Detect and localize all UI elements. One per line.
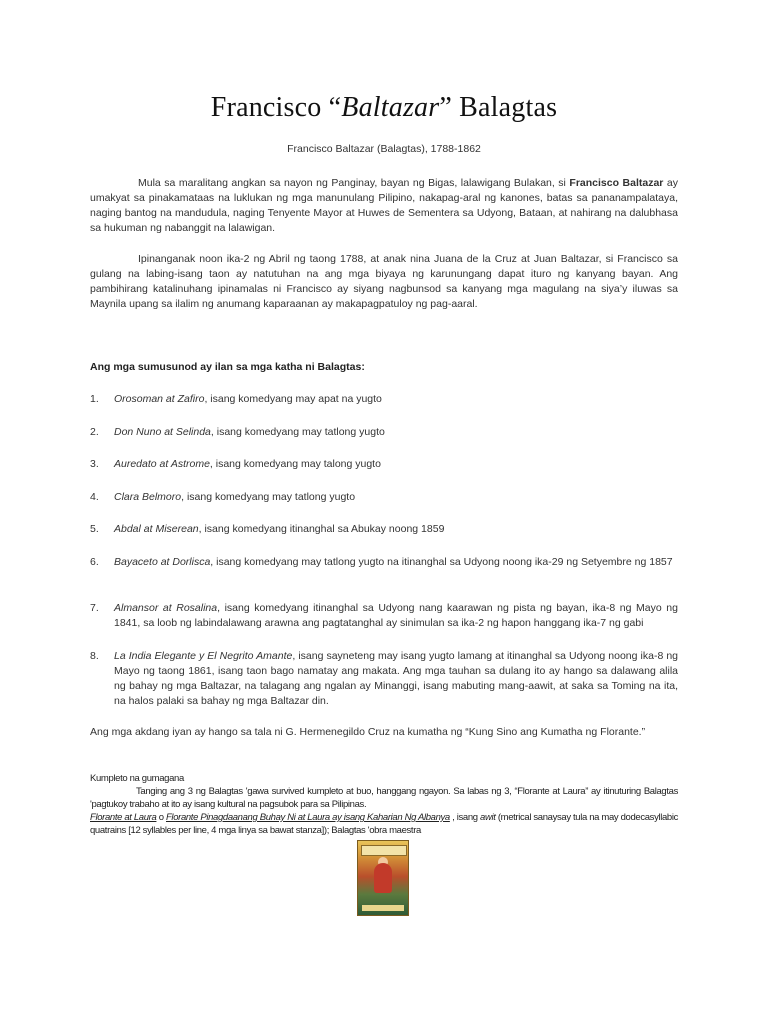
florante-link[interactable] — [90, 812, 156, 823]
work-title: Abdal at Miserean — [114, 523, 199, 535]
paragraph-intro-bold: Francisco Baltazar — [569, 177, 664, 189]
separator-text: o — [156, 812, 166, 823]
paragraph-intro-after: ay umakyat sa pinakamataas na luklukan ng mga manunulang Pilipino, nakapag-aral ng kanones, batas sa pananampalataya, naging bantog na mandudula, naging Tenyente Mayor at Huwes de Sementera sa Udyong, Bataan, at nahirang na dalubhasa sa hukuman ng nabanggit na lalawigan. — [90, 177, 678, 234]
work-title: La India Elegante y El Negrito Amante — [114, 650, 293, 662]
cover-footer-band — [362, 905, 404, 911]
surviving-paragraph: Tanging ang 3 ng Balagtas 'gawa survived kumpleto at buo, hanggang ngayon. Sa labas ng 3, “Florante at Laura” ay itinuturing Balagtas 'pagtukoy trabaho at ito ay isang kultural na pagsubok para sa Pilipinas. — [90, 786, 678, 810]
title-pre: Francisco “ — [210, 92, 342, 123]
work-desc: , isang sayneteng may isang yugto lamang at itinanghal sa Udyong noong ika-8 ng Mayo ng taong 1861, isang taon bago namatay ang makata. Ang mga tauhan sa dulang ito ay hango sa dalawang alila ng bahay ng mga Baltazar, na talagang ang ngalan ay Minanggi, isang mabuting mang-aawit, at saka sa Toming na ita, na halos palaki sa bahay ng mga Baltazar din. — [114, 650, 678, 707]
awit-prefix: , isang — [449, 812, 481, 823]
florante-full-title-link[interactable] — [166, 812, 450, 823]
list-item-number: 6. — [90, 556, 99, 568]
list-item-body — [114, 522, 678, 537]
surviving-heading: Kumpleto na gumagana — [90, 773, 184, 784]
list-item-number: 8. — [90, 650, 99, 662]
list-item-number: 1. — [90, 393, 99, 405]
closing-note: Ang mga akdang iyan ay hango sa tala ni G. Hermenegildo Cruz na kumatha ng “Kung Sino ang Kumatha ng Florante.” — [90, 726, 646, 738]
list-item-body — [114, 425, 678, 440]
list-item-number: 3. — [90, 458, 99, 470]
list-item-number: 7. — [90, 602, 99, 614]
awit-description: (metrical sanaysay tula na may dodecasyllabic quatrains [12 syllables per line, 4 mga linya sa bawat stanza]); Balagtas 'obra maestra — [90, 812, 679, 836]
list-item-body — [114, 601, 678, 631]
title-italic: Baltazar — [341, 92, 440, 123]
work-title: Clara Belmoro — [114, 491, 182, 503]
paragraph-intro — [90, 176, 678, 236]
work-desc: , isang komedyang itinanghal sa Udyong nang kaarawan ng pista ng bayan, ika-8 ng Mayo ng 1841, sa loob ng labindalawang arawna ang pagtatanghal ay sinimulan sa ika-2 ng hapon hanggang ika-7 ng gabi — [114, 602, 678, 629]
list-item-body — [114, 490, 678, 505]
awit-term: awit — [480, 812, 496, 823]
work-title: Almansor at Rosalina — [114, 602, 218, 614]
list-item-body — [114, 649, 678, 709]
list-item-body — [114, 392, 678, 407]
list-item-number: 5. — [90, 523, 99, 535]
surviving-works-line — [90, 811, 678, 837]
work-desc: , isang komedyang itinanghal sa Abukay noong 1859 — [198, 523, 445, 535]
title-post: ” Balagtas — [439, 92, 558, 123]
list-item-body — [114, 457, 678, 472]
book-cover-image — [357, 840, 409, 916]
paragraph-birth — [90, 252, 678, 312]
page-subtitle: Francisco Baltazar (Balagtas), 1788-1862 — [287, 143, 481, 155]
work-title: Bayaceto at Dorlisca — [114, 556, 211, 568]
florante-full-title-text: Florante Pinagdaanang Buhay Ni at Laura ay isang Kaharian Ng Albanya — [165, 812, 450, 823]
list-item-number: 2. — [90, 426, 99, 438]
cover-figure — [374, 863, 392, 893]
cover-title-band — [361, 845, 407, 856]
work-desc: , isang komedyang may apat na yugto — [204, 393, 382, 405]
list-item-body — [114, 555, 678, 570]
page-title — [0, 92, 768, 124]
work-title: Orosoman at Zafiro — [114, 393, 205, 405]
paragraph-birth-text: Ipinanganak noon ika-2 ng Abril ng taong 1788, at anak nina Juana de la Cruz at Juan Baltazar, si Francisco sa gulang na labing-isang taon ay natutuhan na ang mga biyaya ng karunungang dapat ituro ng kanyang bayan. Ang pambihirang katalinuhang ipinamalas ni Francisco ay siyang nagbunsod sa kanyang mga magulang na siya’y iluwas sa Maynila upang sa ilalim ng anumang kaparaanan ay makapagpatuloy ng pag-aaral. — [90, 253, 678, 310]
work-title: Auredato at Astrome — [114, 458, 210, 470]
florante-link-text: Florante at Laura — [90, 812, 157, 823]
paragraph-intro-before: Mula sa maralitang angkan sa nayon ng Panginay, bayan ng Bigas, lalawigang Bulakan, si — [138, 177, 570, 189]
work-title: Don Nuno at Selinda — [114, 426, 211, 438]
works-heading: Ang mga sumusunod ay ilan sa mga katha ni Balagtas: — [90, 361, 365, 373]
work-desc: , isang komedyang may tatlong yugto — [210, 426, 385, 438]
work-desc: , isang komedyang may tatlong yugto — [181, 491, 356, 503]
work-desc: , isang komedyang may talong yugto — [209, 458, 381, 470]
list-item-number: 4. — [90, 491, 99, 503]
work-desc: , isang komedyang may tatlong yugto na itinanghal sa Udyong noong ika-29 ng Setyembre ng 1857 — [210, 556, 673, 568]
